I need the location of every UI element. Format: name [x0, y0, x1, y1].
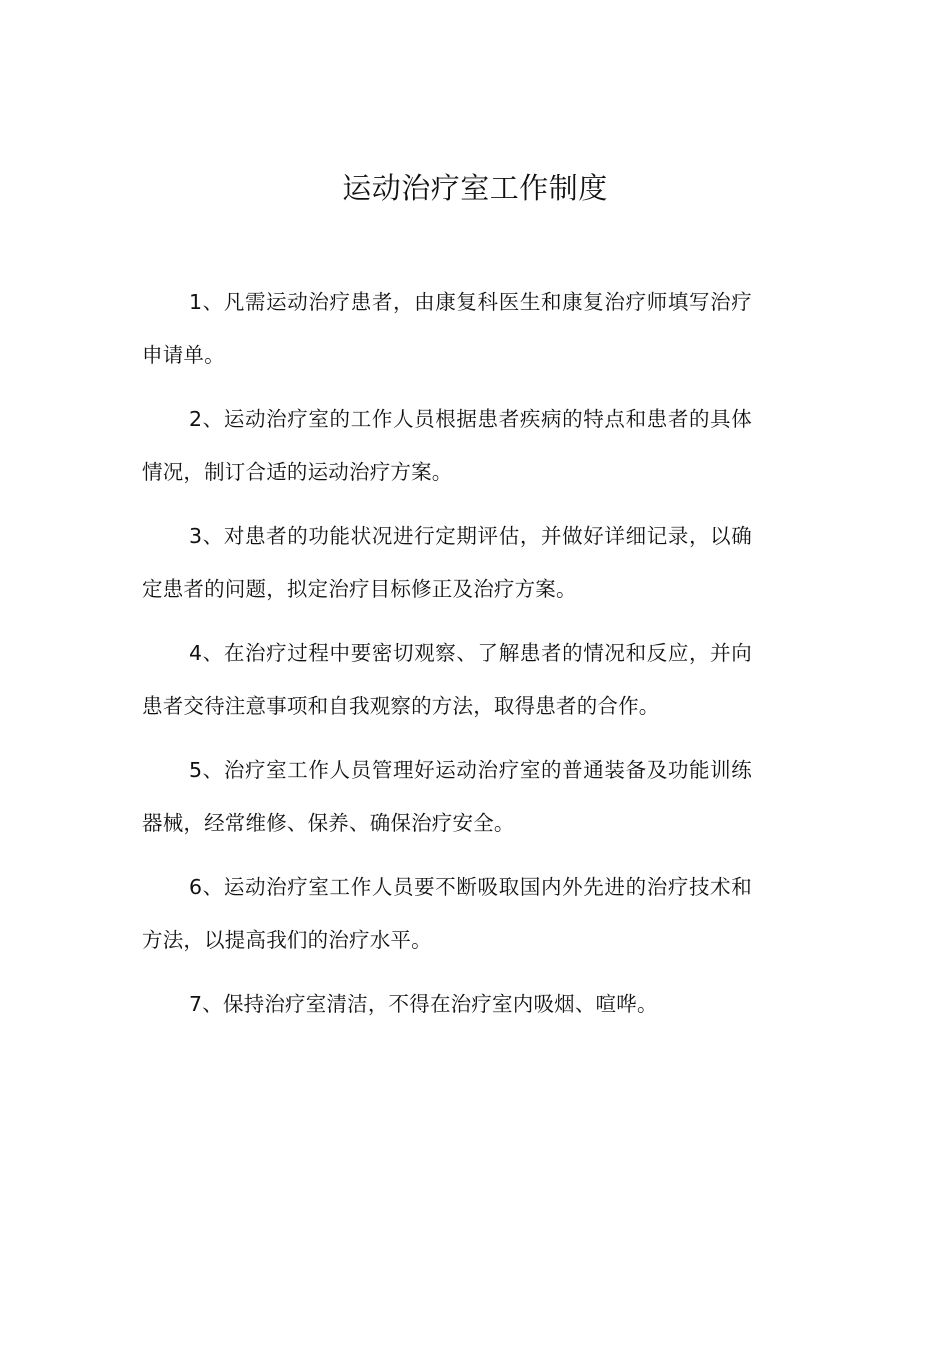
rule-item-1: 1、凡需运动治疗患者，由康复科医生和康复治疗师填写治疗申请单。 — [142, 290, 752, 367]
rule-item-2: 2、运动治疗室的工作人员根据患者疾病的特点和患者的具体情况，制订合适的运动治疗方案。 — [142, 407, 752, 484]
rule-item-7: 7、保持治疗室清洁，不得在治疗室内吸烟、喧哗。 — [189, 992, 658, 1016]
rule-item-4: 4、在治疗过程中要密切观察、了解患者的情况和反应，并向患者交待注意事项和自我观察的方法，取得患者的合作。 — [142, 641, 752, 718]
rule-item-6: 6、运动治疗室工作人员要不断吸取国内外先进的治疗技术和方法，以提高我们的治疗水平。 — [142, 875, 752, 952]
page-title: 运动治疗室工作制度 — [342, 171, 608, 205]
rules-list — [142, 276, 752, 1042]
rule-item-5: 5、治疗室工作人员管理好运动治疗室的普通装备及功能训练器械，经常维修、保养、确保治疗安全。 — [142, 758, 752, 835]
rule-item-3: 3、对患者的功能状况进行定期评估，并做好详细记录，以确定患者的问题，拟定治疗目标修正及治疗方案。 — [142, 524, 752, 601]
